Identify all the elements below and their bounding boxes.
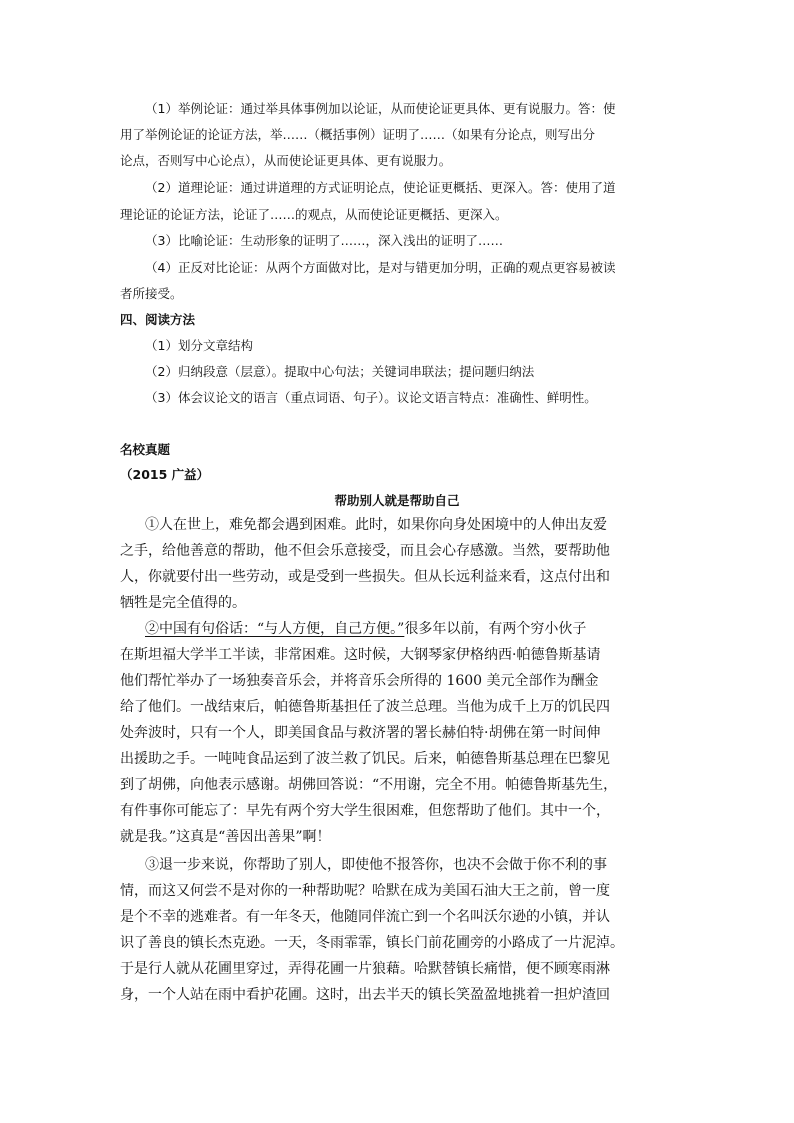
underlined-quote: ②中国有句俗话：“与人方便，自己方便。” bbox=[145, 621, 405, 637]
reading-method-item: （2）归纳段意（层意）。提取中心句法；关键词串联法；提问题归纳法 bbox=[145, 364, 535, 379]
article-line bbox=[145, 618, 586, 638]
argument-type-text: 用了举例论证的论证方法，举……（概括事例）证明了……（如果有分论点，则写出分 bbox=[120, 127, 596, 142]
article-line: 是个不幸的逃难者。有一年冬天，他随同伴流亡到一个名叫沃尔逊的小镇，并认 bbox=[120, 909, 610, 925]
argument-type-text: 者所接受。 bbox=[120, 286, 183, 301]
article-line-rest: 很多年以前，有两个穷小伙子 bbox=[404, 621, 587, 637]
article-line: 于是行人就从花圃里穿过，弄得花圃一片狼藉。哈默替镇长痛惜，便不顾寒雨淋 bbox=[120, 961, 610, 977]
article-line: 人，你就要付出一些劳动，或是受到一些损失。但从长远利益来看，这点付出和 bbox=[120, 569, 610, 585]
exam-heading: 名校真题 bbox=[120, 442, 171, 457]
article-line: 身，一个人站在雨中看护花圃。这时，出去半天的镇长笑盈盈地挑着一担炉渣回 bbox=[120, 987, 610, 1003]
exam-source: （2015 广益） bbox=[120, 467, 210, 482]
article-line: ①人在世上，难免都会遇到困难。此时，如果你向身处困境中的人伸出友爱 bbox=[145, 517, 607, 533]
article-line: 识了善良的镇长杰克逊。一天，冬雨霏霏，镇长门前花圃旁的小路成了一片泥淖。 bbox=[120, 935, 624, 951]
article-line: 在斯坦福大学半工半读，非常困难。这时候，大钢琴家伊格纳西·帕德鲁斯基请 bbox=[120, 647, 601, 663]
argument-type-text: （1）举例论证：通过举具体事例加以论证，从而使论证更具体、更有说服力。答：使 bbox=[145, 101, 616, 116]
reading-method-item: （3）体会议论文的语言（重点词语、句子）。议论文语言特点：准确性、鲜明性。 bbox=[145, 390, 597, 405]
article-line: 到了胡佛，向他表示感谢。胡佛回答说：“不用谢，完全不用。帕德鲁斯基先生， bbox=[120, 777, 618, 793]
article-line: 牺牲是完全值得的。 bbox=[120, 595, 246, 611]
argument-type-text: （3）比喻论证：生动形象的证明了……，深入浅出的证明了…… bbox=[145, 233, 503, 248]
article-line: 情，而这又何尝不是对你的一种帮助呢？哈默在成为美国石油大王之前，曾一度 bbox=[120, 883, 610, 899]
article-line: ③退一步来说，你帮助了别人，即使他不报答你，也决不会做于你不利的事 bbox=[145, 857, 607, 873]
article-line: 处奔波时，只有一个人，即美国食品与救济署的署长赫伯特·胡佛在第一时间伸 bbox=[120, 725, 601, 741]
article-line: 就是我。”这真是“善因出善果”啊！ bbox=[120, 829, 331, 845]
article-line: 之手，给他善意的帮助，他不但会乐意接受，而且会心存感激。当然，要帮助他 bbox=[120, 543, 610, 559]
article-line: 给了他们。一战结束后，帕德鲁斯基担任了波兰总理。当他为成千上万的饥民四 bbox=[120, 699, 610, 715]
reading-methods-heading: 四、阅读方法 bbox=[120, 312, 196, 327]
article-line: 有件事你可能忘了：早先有两个穷大学生很困难，但您帮助了他们。其中一个， bbox=[120, 803, 610, 819]
reading-method-item: （1）划分文章结构 bbox=[145, 338, 253, 353]
article-title: 帮助别人就是帮助自己 bbox=[334, 493, 460, 508]
argument-type-text: （4）正反对比论证：从两个方面做对比，是对与错更加分明，正确的观点更容易被读 bbox=[145, 260, 616, 275]
article-line: 他们帮忙举办了一场独奏音乐会，并将音乐会所得的 1600 美元全部作为酬金 bbox=[120, 673, 599, 689]
article-line: 出援助之手。一吨吨食品运到了波兰救了饥民。后来，帕德鲁斯基总理在巴黎见 bbox=[120, 751, 610, 767]
argument-type-text: 理论证的论证方法，论证了……的观点，从而使论证更概括、更深入。 bbox=[120, 207, 508, 222]
argument-type-text: 论点，否则写中心论点），从而使论证更具体、更有说服力。 bbox=[120, 153, 452, 168]
argument-type-text: （2）道理论证：通过讲道理的方式证明论点，使论证更概括、更深入。答：使用了道 bbox=[145, 180, 616, 195]
